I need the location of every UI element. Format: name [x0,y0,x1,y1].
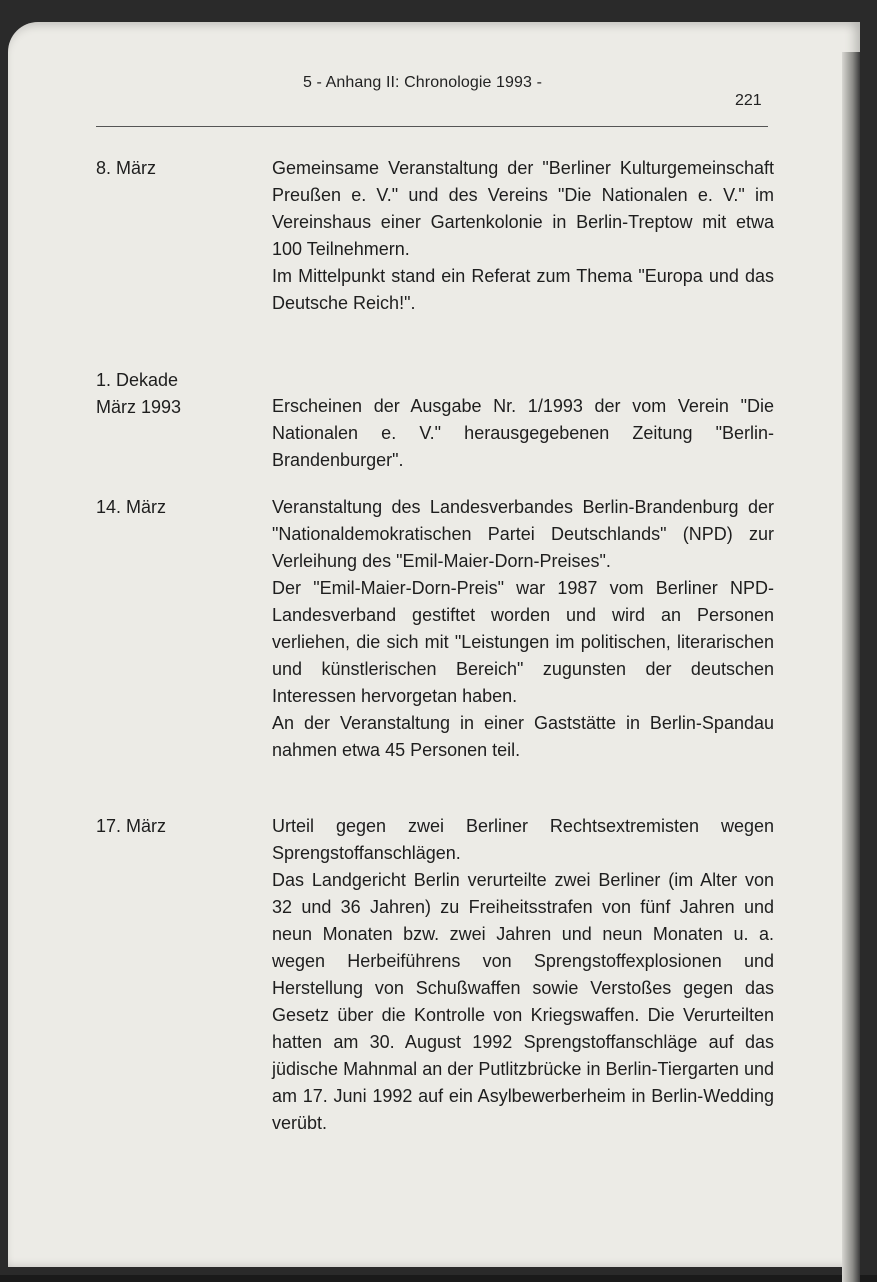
entry-date: 14. März [96,497,167,517]
entry-paragraph: Urteil gegen zwei Berliner Rechtsextremisten wegen Sprengstoffanschlägen. [272,816,774,863]
entry-paragraph: Erscheinen der Ausgabe Nr. 1/1993 der vom Verein "Die Nationalen e. V." herausgegebenen Zeitung "Berlin-Brandenburger". [272,396,774,470]
running-title: 5 - Anhang II: Chronologie 1993 - [303,74,543,91]
entry-paragraph: Das Landgericht Berlin verurteilte zwei Berliner (im Alter von 32 und 36 Jahren) zu Freiheitsstrafen von fünf Jahren und neun Monaten bzw. zwei Jahren und neun Monaten u. a. wegen Herbeiführens von Sprengstoffexplosionen und Herstellung von Schußwaffen sowie Verstoßes gegen das Gesetz über die Kontrolle von Kriegswaffen. Die Verurteilten hatten am 30. August 1992 Sprengstoffanschläge auf das jüdische Mahnmal an der Putlitzbrücke in Berlin-Tiergarten und am 17. Juni 1992 auf ein Asylbewerberheim in Berlin-Wedding verübt. [272,870,774,1133]
entry-text [272,494,774,764]
entry-date: 17. März [96,816,167,836]
entry-paragraph: Der "Emil-Maier-Dorn-Preis" war 1987 vom Berliner NPD-Landesverband gestiftet worden und wird an Personen verliehen, die sich mit "Leistungen im politischen, literarischen und künstlerischen Bereich" zugunsten der deutschen Interessen hervorgetan haben. [272,578,774,706]
page-binding-edge [842,52,860,1282]
entry-paragraph: Im Mittelpunkt stand ein Referat zum Thema "Europa und das Deutsche Reich!". [272,266,774,313]
chronology-entry [96,367,776,487]
chronology-entry [96,494,776,799]
entry-paragraph: Veranstaltung des Landesverbandes Berlin-Brandenburg der "Nationaldemokratischen Partei Deutschlands" (NPD) zur Verleihung des "Emil-Maier-Dorn-Preises". [272,497,774,571]
entry-date: 1. Dekade März 1993 [96,370,182,417]
page-header [8,22,860,142]
chronology-entry [96,813,776,1163]
entry-text [272,813,774,1137]
entry-paragraph: An der Veranstaltung in einer Gaststätte in Berlin-Spandau nahmen etwa 45 Personen teil. [272,713,774,760]
entry-text [272,393,774,474]
page-number: 221 [735,92,762,109]
entry-text [272,155,774,317]
entry-paragraph: Gemeinsame Veranstaltung der "Berliner Kulturgemeinschaft Preußen e. V." und des Vereins "Die Nationalen e. V." im Vereinshaus einer Gartenkolonie in Berlin-Treptow mit etwa 100 Teilnehmern. [272,158,774,259]
book-page [8,22,860,1267]
header-rule [96,126,768,127]
chronology-entry [96,155,776,345]
entry-date: 8. März [96,158,157,178]
